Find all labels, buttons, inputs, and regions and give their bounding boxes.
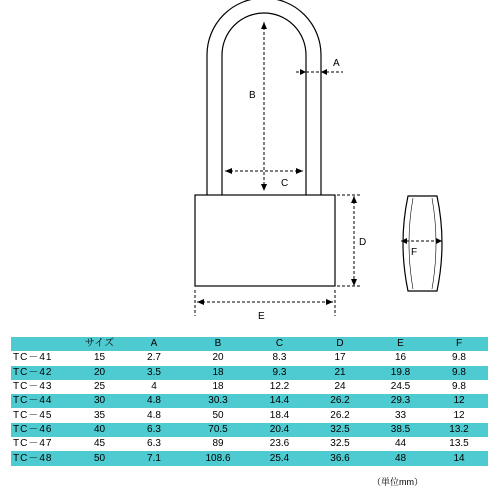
value-cell: 35 [93,409,106,421]
value-cell: 8.3 [272,352,287,364]
value-cell: 3.5 [147,366,161,378]
value-cell: 18.4 [269,409,290,421]
header-cell: B [214,338,222,350]
value-cell: 38.5 [390,423,411,435]
value-cell: 12 [453,409,465,421]
value-cell: 12 [453,395,465,407]
model-cell: TC－41 [13,352,53,364]
header-cell: F [455,338,463,350]
value-cell: 20 [93,366,106,378]
header-cell [11,337,77,351]
value-cell: 9.8 [452,381,466,393]
value-cell: 15 [93,352,106,364]
value-cell: 50 [93,452,106,464]
value-cell: 44 [394,438,407,450]
header-cell: C [275,338,284,350]
table-row [11,351,488,365]
value-cell: 50 [212,409,224,421]
table-row [11,394,488,408]
table-row [11,423,488,437]
header-cell: E [397,338,404,350]
value-cell: 25 [93,381,106,393]
value-cell: 30.3 [208,395,228,407]
value-cell: 26.2 [330,409,350,421]
value-cell: 18 [212,381,224,393]
value-cell: 24 [334,381,346,393]
value-cell: 12.2 [269,381,290,393]
table-row [11,451,488,465]
label-f: F [411,247,418,258]
value-cell: 48 [394,452,407,464]
value-cell: 40 [93,423,106,435]
value-cell: 13.2 [449,423,469,435]
table-row [11,437,488,451]
value-cell: 13.5 [449,438,469,450]
model-cell: TC－45 [13,409,53,421]
value-cell: 9.8 [452,352,466,364]
value-cell: 7.1 [147,452,161,464]
value-cell: 4.8 [147,409,161,421]
table-row [11,366,488,380]
value-cell: 18 [212,366,224,378]
value-cell: 14 [453,452,465,464]
value-cell: 19.8 [390,366,411,378]
value-cell: 20.4 [269,423,290,435]
header-cell: A [150,338,158,350]
model-cell: TC－48 [13,452,53,464]
value-cell: 14.4 [269,395,290,407]
value-cell: 23.6 [269,438,290,450]
label-d: D [359,237,367,248]
value-cell: 70.5 [208,423,228,435]
value-cell: 30 [93,395,106,407]
header-cell: サイズ [84,338,115,350]
value-cell: 4 [151,381,157,393]
value-cell: 21 [334,366,346,378]
table-row [11,380,488,394]
unit-note: （単位mm） [372,477,423,487]
value-cell: 45 [93,438,106,450]
value-cell: 9.3 [272,366,287,378]
model-cell: TC－46 [13,423,53,435]
lock-body [195,195,335,286]
model-cell: TC－44 [13,395,53,407]
value-cell: 16 [394,352,407,364]
label-b: B [249,90,256,101]
spec-table [11,337,488,466]
header-cell: D [336,338,344,350]
value-cell: 6.3 [147,438,161,450]
model-cell: TC－47 [13,438,53,450]
value-cell: 17 [334,352,346,364]
label-e: E [258,311,265,322]
value-cell: 89 [212,438,224,450]
value-cell: 108.6 [205,452,231,464]
label-a: A [333,58,340,69]
value-cell: 36.6 [330,452,350,464]
table-header-row [11,337,488,351]
label-c: C [281,178,289,189]
value-cell: 25.4 [269,452,290,464]
value-cell: 4.8 [147,395,161,407]
value-cell: 2.7 [147,352,161,364]
table-row [11,408,488,422]
value-cell: 29.3 [390,395,411,407]
value-cell: 33 [394,409,407,421]
value-cell: 6.3 [147,423,161,435]
value-cell: 26.2 [330,395,350,407]
value-cell: 24.5 [390,381,411,393]
model-cell: TC－42 [13,366,53,378]
value-cell: 32.5 [330,438,350,450]
value-cell: 9.8 [452,366,466,378]
value-cell: 32.5 [330,423,350,435]
model-cell: TC－43 [13,381,53,393]
value-cell: 20 [212,352,224,364]
